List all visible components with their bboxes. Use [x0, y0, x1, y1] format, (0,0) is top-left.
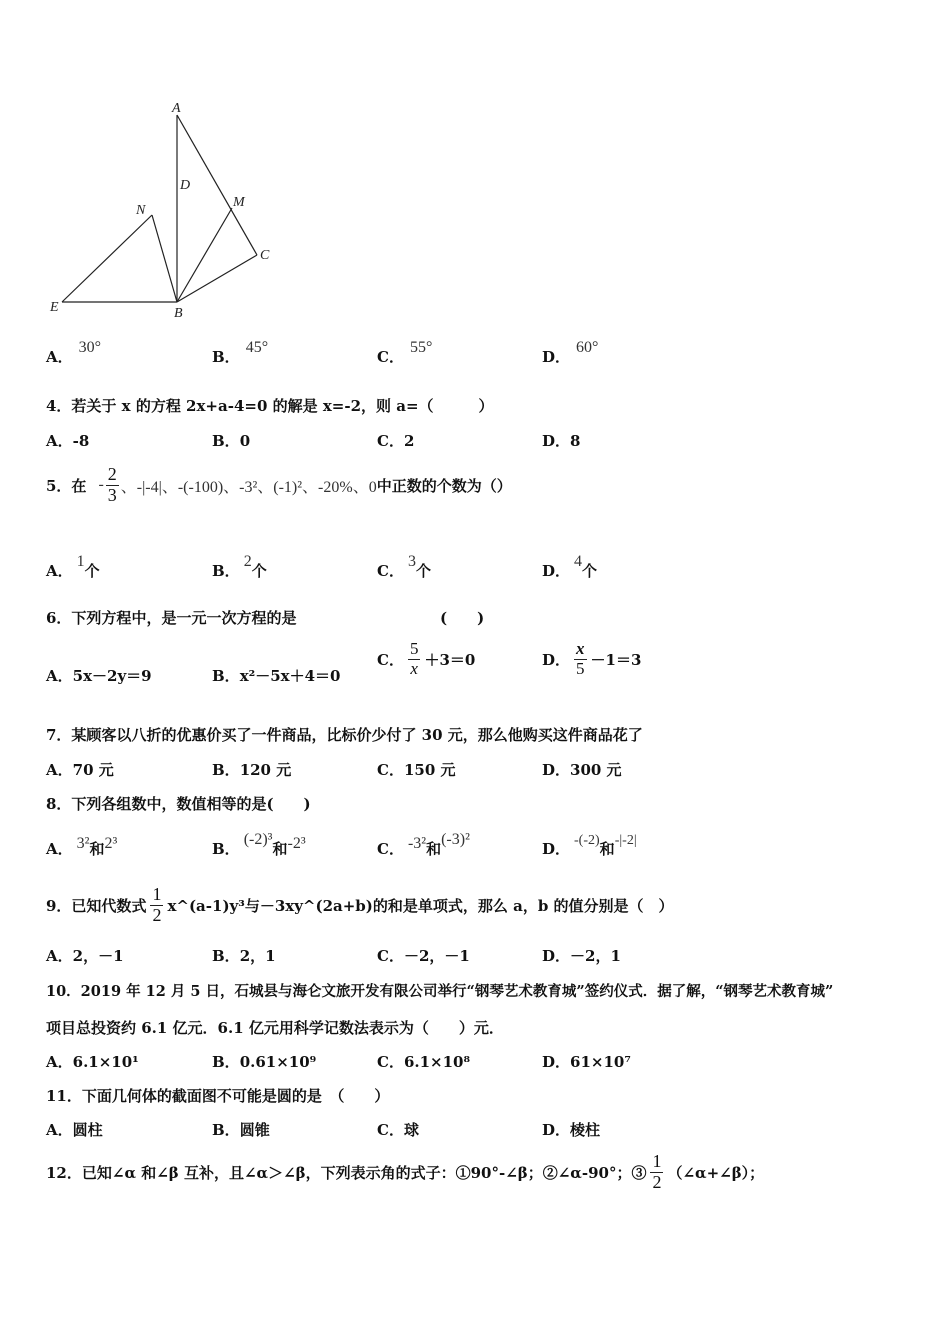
q3-option-a: A．30° [46, 339, 102, 366]
q11-stem: 11．下面几何体的截面图不可能是圆的是 （ ） [46, 1087, 390, 1105]
q5-option-a: A．1个 [46, 553, 100, 580]
q10-option-a: A．6.1×10¹ [46, 1053, 139, 1071]
q11-option-c: C．球 [377, 1121, 419, 1139]
q10-option-b: B．0.61×10⁹ [212, 1053, 317, 1071]
q9-stem: 9．已知代数式 $\frac{1}{2}$ x^(a-1)y³与－3xy^(2a+b)的和是单项式，那么 a，b 的值分别是（ ） [46, 884, 674, 925]
q3-option-c: C．55° [377, 339, 433, 366]
q11-option-d: D．棱柱 [542, 1121, 601, 1139]
q5-option-b: B．2个 [212, 553, 267, 580]
q4-option-c: C．2 [377, 432, 415, 450]
q10-option-d: D．61×10⁷ [542, 1053, 631, 1071]
q9-option-d: D．－2，1 [542, 947, 621, 965]
q4-stem: 4．若关于 x 的方程 2x+a-4=0 的解是 x=-2，则 a=（ ） [46, 397, 494, 415]
q4-option-b: B．0 [212, 432, 251, 450]
q4-option-d: D．8 [542, 432, 581, 450]
q10-stem-line1: 10．2019 年 12 月 5 日，石城县与海仑文旅开发有限公司举行“钢琴艺术教育城”签约仪式．据了解，“钢琴艺术教育城” [46, 983, 834, 1000]
q3-option-d: D．60° [542, 339, 599, 366]
label-M: M [233, 195, 245, 210]
q6-stem: 6．下列方程中，是一元一次方程的是 [46, 609, 297, 627]
q4-option-a: A．-8 [46, 432, 90, 450]
q10-option-c: C．6.1×10⁸ [377, 1053, 471, 1071]
q6-option-c: C． $\frac{5}{x}$ ＋3＝0 [377, 639, 476, 678]
q7-option-b: B．120 元 [212, 761, 292, 779]
label-C: C [260, 248, 270, 263]
q8-stem: 8．下列各组数中，数值相等的是( ) [46, 795, 311, 813]
geometry-figure [40, 95, 290, 325]
q5-option-d: D．4个 [542, 553, 598, 580]
segment-BC [177, 255, 257, 302]
q9-option-b: B．2，1 [212, 947, 276, 965]
segment-MB [177, 208, 232, 302]
q3-option-b: B．45° [212, 339, 269, 366]
q8-option-d: D． -(-2)和-|-2| [542, 833, 637, 858]
q7-stem: 7．某顾客以八折的优惠价买了一件商品，比标价少付了 30 元，那么他购买这件商品花了 [46, 726, 643, 744]
label-D: D [180, 178, 191, 193]
q9-option-a: A．2，－1 [46, 947, 124, 965]
q7-option-c: C．150 元 [377, 761, 456, 779]
q8-option-c: C． -3²和(-3)² [377, 831, 470, 858]
label-N: N [136, 203, 146, 218]
label-E: E [50, 300, 59, 315]
q7-option-d: D．300 元 [542, 761, 622, 779]
q7-option-a: A．70 元 [46, 761, 114, 779]
q9-option-c: C．－2，－1 [377, 947, 470, 965]
q12-stem: 12．已知∠α 和∠β 互补，且∠α＞∠β，下列表示角的式子：①90°-∠β；②∠α-90°；③ $\frac{1}{2}$ （∠α+∠β）； [46, 1151, 765, 1192]
q6-option-d: D． $\frac{x}{5}$ －1＝3 [542, 639, 642, 678]
q5-option-c: C．3个 [377, 553, 431, 580]
q8-option-a: A． 3²和2³ [46, 835, 118, 858]
segment-EN [62, 215, 152, 302]
q5-stem: 5．在 - $\frac{2}{3}$ 、-|-4|、-(-100)、-3²、(-1)²、-20%、0 中正数的个数为（） [46, 464, 512, 505]
q6-option-b: B．x²－5x＋4＝0 [212, 667, 341, 685]
q11-option-a: A．圆柱 [46, 1121, 103, 1139]
label-B: B [174, 306, 183, 321]
segment-NB [152, 215, 177, 302]
q6-paren: ( ) [440, 609, 485, 627]
label-A: A [172, 101, 181, 116]
q11-option-b: B．圆锥 [212, 1121, 270, 1139]
q8-option-b: B．(-2)³和-2³ [212, 831, 306, 858]
q10-stem-line2: 项目总投资约 6.1 亿元．6.1 亿元用科学记数法表示为（ ）元． [46, 1019, 504, 1037]
q6-option-a: A．5x－2y＝9 [46, 667, 152, 685]
